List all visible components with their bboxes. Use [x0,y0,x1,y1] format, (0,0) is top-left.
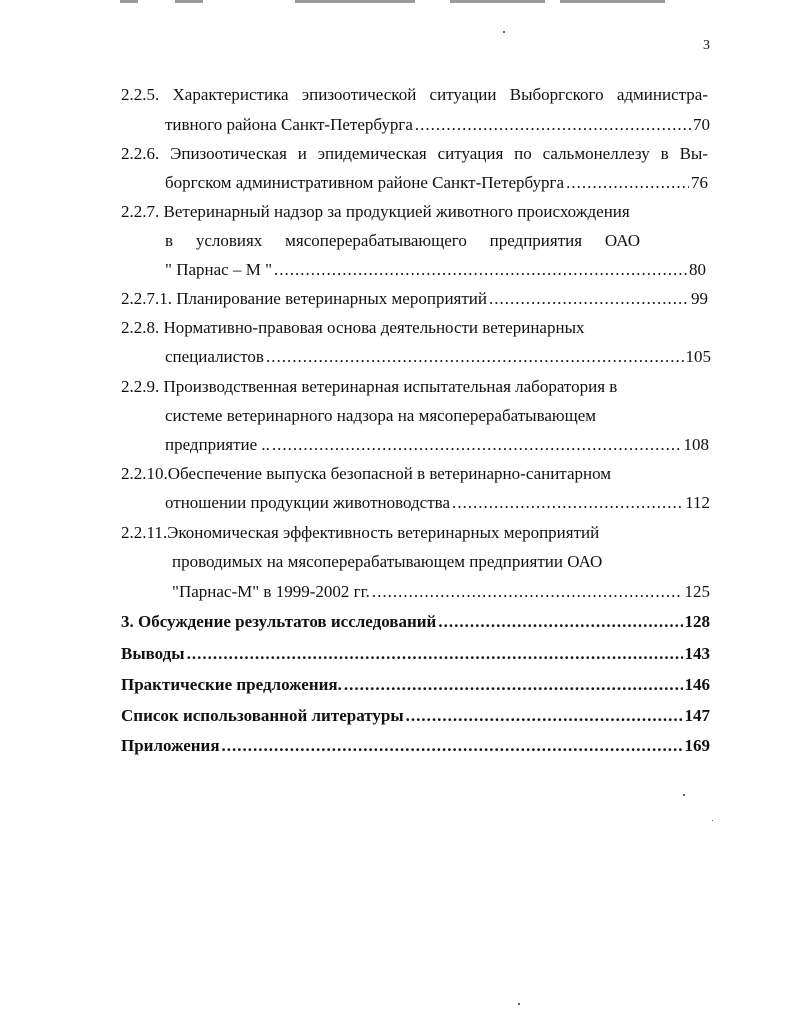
toc-entry-2-2-5-line-1: 2.2.5. Характеристика эпизоотической ситуации Выборгского администра- [121,85,708,104]
toc-leader-dots [452,492,683,514]
toc-leader-dots [222,735,683,757]
toc-entry-references [121,705,710,727]
toc-entry-2-2-9-line-1: 2.2.9. Производственная ветеринарная испытательная лаборатория в [121,377,618,396]
toc-page-number: 105 [685,347,711,366]
toc-entry-2-2-11-line-1: 2.2.11.Экономическая эффективность ветеринарных мероприятий [121,523,600,542]
toc-entry-2-2-7-line-1: 2.2.7. Ветеринарный надзор за продукцией животного происхождения [121,202,630,221]
toc-entry-title: 2.2.7.1. Планирование ветеринарных мероприятий [121,289,487,308]
toc-page-number: 80 [689,260,706,279]
toc-leader-dots [438,611,682,633]
toc-leader-dots [272,434,682,456]
page-number: 3 [703,38,710,53]
toc-entry-2-2-6-line-1: 2.2.6. Эпизоотическая и эпидемическая ситуация по сальмонеллезу в Вы- [121,144,708,163]
toc-entry-2-2-9-line-3 [165,434,709,456]
toc-entry-title: "Парнас-М" в 1999-2002 гг. [172,582,370,601]
toc-entry-conclusions [121,643,710,665]
toc-entry-title: " Парнас – М " [165,260,273,279]
toc-entry-title: отношении продукции животноводства [165,493,450,512]
toc-entry-practical-proposals [121,674,710,696]
toc-leader-dots [406,705,683,727]
toc-leader-dots [566,172,689,194]
scan-speck [683,794,685,796]
toc-entry-title: тивного района Санкт-Петербурга [165,115,413,134]
toc-entry-title: Выводы [121,644,185,663]
scan-speck [712,820,713,821]
toc-page-number: 169 [684,736,710,755]
toc-page-number: 147 [684,706,710,725]
toc-entry-2-2-11-line-2: проводимых на мясоперерабатывающем предприятии ОАО [172,552,603,571]
toc-entry-2-2-7-line-3 [165,259,706,281]
toc-page-number: 112 [685,493,710,512]
toc-page-number: 108 [683,435,709,454]
toc-entry-title: Практические предложения. [121,675,342,694]
toc-entry-2-2-10-line-2 [165,492,710,514]
toc-entry-2-2-9-line-2: системе ветеринарного надзора на мясоперерабатывающем [165,406,597,425]
scan-speck [518,1003,520,1005]
toc-entry-2-2-5-line-2 [165,114,710,136]
toc-leader-dots [489,288,689,310]
toc-page-number: 70 [693,115,710,134]
toc-entry-appendices [121,735,710,757]
toc-entry-2-2-7-line-2: в условиях мясоперерабатывающего предприятия ОАО [165,231,640,250]
toc-entry-title: боргском административном районе Санкт-Петербурга [165,173,565,192]
toc-entry-title: специалистов [165,347,264,366]
toc-page-number: 128 [684,612,710,631]
toc-entry-2-2-7-1 [121,288,708,310]
toc-leader-dots [266,346,684,368]
toc-entry-title: Список использованной литературы [121,706,404,725]
toc-page-number: 125 [684,582,710,601]
toc-page-number: 143 [684,644,710,663]
toc-leader-dots [415,114,691,136]
toc-entry-title: 3. Обсуждение результатов исследований [121,612,437,631]
toc-leader-dots [274,259,687,281]
toc-page-number: 99 [691,289,708,308]
toc-entry-2-2-8-line-1: 2.2.8. Нормативно-правовая основа деятельности ветеринарных [121,318,585,337]
toc-leader-dots [187,643,683,665]
toc-entry-title: Приложения [121,736,220,755]
toc-entry-2-2-8-line-2 [165,346,711,368]
toc-entry-2-2-6-line-2 [165,172,708,194]
scan-speck [503,31,505,33]
toc-page-number: 146 [684,675,710,694]
toc-leader-dots [344,674,683,696]
toc-entry-chapter-3 [121,611,710,633]
toc-entry-2-2-10-line-1: 2.2.10.Обеспечение выпуска безопасной в ветеринарно-санитарном [121,464,612,483]
toc-leader-dots [372,581,683,603]
toc-entry-title: предприятие .. [165,435,270,454]
scan-edge-artifact [120,0,670,4]
toc-page-number: 76 [691,173,708,192]
toc-entry-2-2-11-line-3 [172,581,710,603]
